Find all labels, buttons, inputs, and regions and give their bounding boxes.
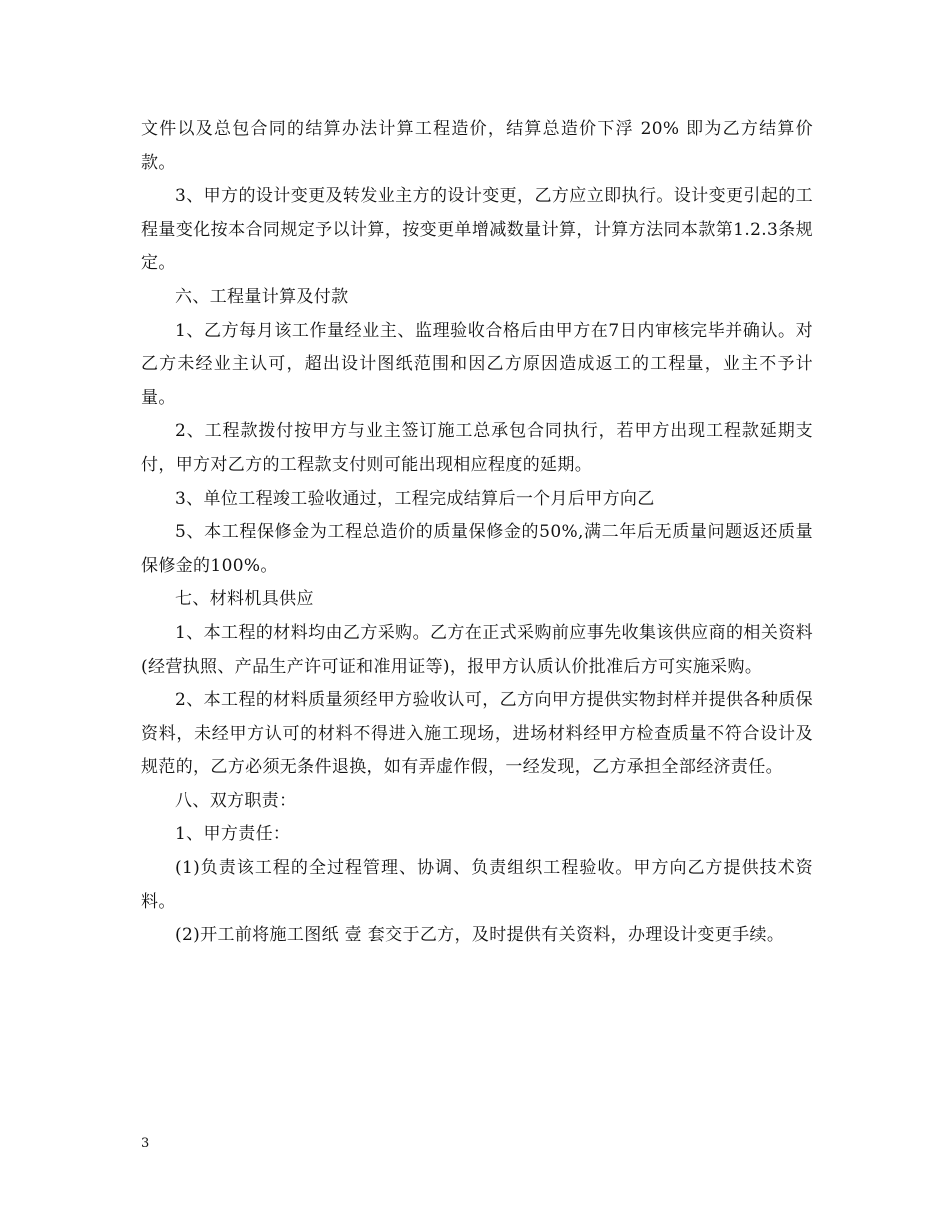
paragraph-material-quality: 2、本工程的材料质量须经甲方验收认可，乙方向甲方提供实物封样并提供各种质保资料，未经甲方认可的材料不得进入施工现场，进场材料经甲方检查质量不符合设计及规范的，乙方必须无条件退换，如有弄虚作假，一经发现，乙方承担全部经济责任。 <box>141 690 813 778</box>
subheading-party-a-responsibilities: 1、甲方责任： <box>175 824 291 845</box>
section-heading-responsibilities: 八、双方职责： <box>175 790 297 811</box>
section-heading-quantity-payment: 六、工程量计算及付款 <box>175 286 349 307</box>
paragraph-completion-settlement: 3、单位工程竣工验收通过，工程完成结算后一个月后甲方向乙 <box>175 488 655 509</box>
paragraph-settlement-price: 文件以及总包合同的结算办法计算工程造价，结算总造价下浮 20% 即为乙方结算价款。 <box>141 119 813 173</box>
paragraph-material-procurement: 1、本工程的材料均由乙方采购。乙方在正式采购前应事先收集该供应商的相关资料(经营执照、产品生产许可证和准用证等)，报甲方认质认价批准后方可实施采购。 <box>141 622 813 677</box>
page-number: 3 <box>141 1136 150 1151</box>
paragraph-warranty-deposit: 5、本工程保修金为工程总造价的质量保修金的50%,满二年后无质量问题返还质量保修金的100%。 <box>141 522 813 576</box>
list-item-drawings: (2)开工前将施工图纸 壹 套交于乙方，及时提供有关资料，办理设计变更手续。 <box>175 925 785 946</box>
document-body <box>141 113 813 953</box>
paragraph-monthly-quantity: 1、乙方每月该工作量经业主、监理验收合格后由甲方在7日内审核完毕并确认。对乙方未经业主认可，超出设计图纸范围和因乙方原因造成返工的工程量，业主不予计量。 <box>141 320 813 408</box>
paragraph-payment-allocation: 2、工程款拨付按甲方与业主签订施工总承包合同执行，若甲方出现工程款延期支付，甲方对乙方的工程款支付则可能出现相应程度的延期。 <box>141 421 813 475</box>
section-heading-materials: 七、材料机具供应 <box>175 589 314 610</box>
paragraph-design-change: 3、甲方的设计变更及转发业主方的设计变更，乙方应立即执行。设计变更引起的工程量变化按本合同规定予以计算，按变更单增减数量计算，计算方法同本款第1.2.3条规定。 <box>141 186 813 274</box>
list-item-management: (1)负责该工程的全过程管理、协调、负责组织工程验收。甲方向乙方提供技术资料。 <box>141 858 813 912</box>
